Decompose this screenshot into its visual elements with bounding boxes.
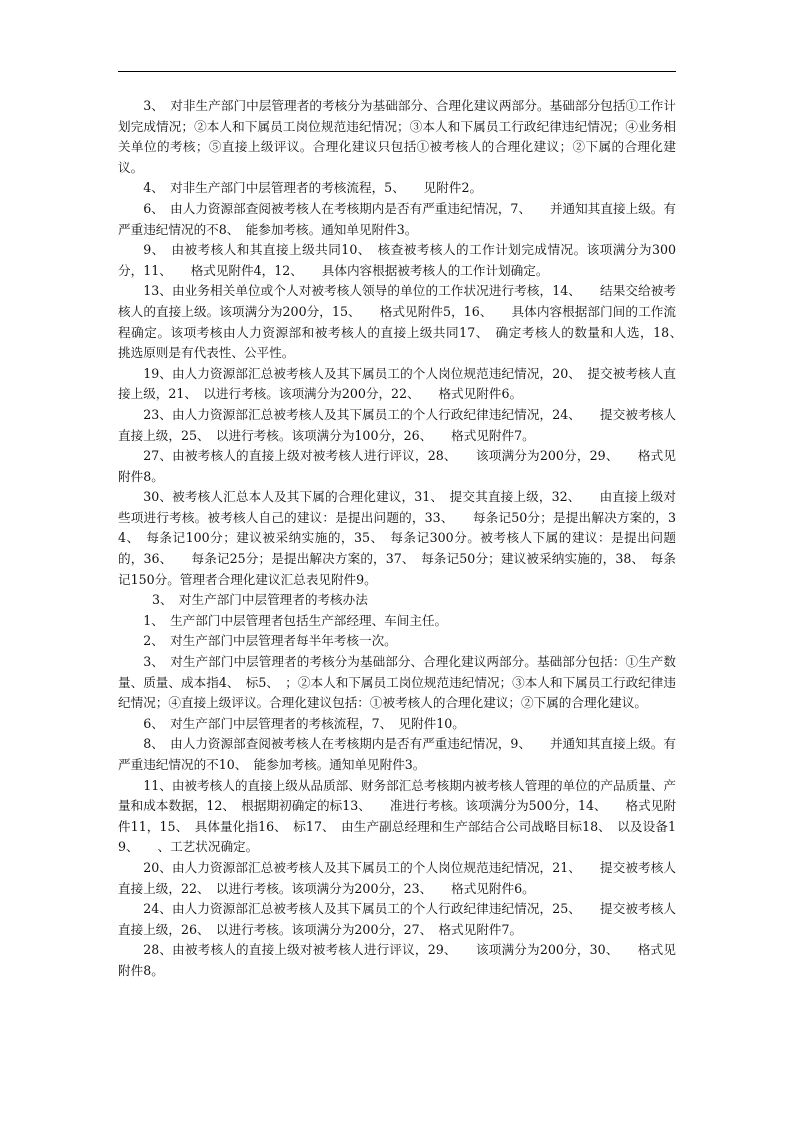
paragraph: 20、由人力资源部汇总被考核人及其下属员工的个人岗位规范违纪情况，21、 提交被考核人直接上级，22、 以进行考核。该项满分为200分，23、 格式见附件6。 bbox=[118, 859, 676, 896]
paragraph: 30、被考核人汇总本人及其下属的合理化建议，31、 提交其直接上级，32、 由直接上级对些项进行考核。被考核人自己的建议：是提出问题的，33、 每条记50分；是提出解决方案的，34、 每条记100分；建议被采纳实施的，35、 每条记300分。被考核人下属的建议：是提出问题的，36、 每条记25分；是提出解决方案的，37、 每条记50分；建议被采纳实施的，38、 每条记150分。管理者合理化建议汇总表见附件9。 bbox=[118, 489, 676, 587]
paragraph: 19、由人力资源部汇总被考核人及其下属员工的个人岗位规范违纪情况，20、 提交被考核人直接上级，21、 以进行考核。该项满分为200分，22、 格式见附件6。 bbox=[118, 365, 676, 402]
paragraph: 24、由人力资源部汇总被考核人及其下属员工的个人行政纪律违纪情况，25、 提交被考核人直接上级，26、 以进行考核。该项满分为200分，27、 格式见附件7。 bbox=[118, 901, 676, 937]
paragraph: 1、 生产部门中层管理者包括生产部经理、车间主任。 bbox=[143, 612, 448, 628]
section-heading: 3、 对生产部门中层管理者的考核办法 bbox=[152, 592, 368, 608]
paragraph: 23、由人力资源部汇总被考核人及其下属员工的个人行政纪律违纪情况，24、 提交被考核人直接上级，25、 以进行考核。该项满分为100分，26、 格式见附件7。 bbox=[118, 406, 676, 443]
paragraph: 6、 对生产部门中层管理者的考核流程，7、 见附件10。 bbox=[143, 715, 465, 731]
paragraph: 3、 对非生产部门中层管理者的考核分为基础部分、合理化建议两部分。基础部分包括①工作计划完成情况；②本人和下属员工岗位规范违纪情况；③本人和下属员工行政纪律违纪情况；④业务相关单位的考核；⑤直接上级评议。合理化建议只包括①被考核人的合理化建议；②下属的合理化建议。 bbox=[118, 98, 676, 175]
paragraph: 27、由被考核人的直接上级对被考核人进行评议，28、 该项满分为200分，29、 格式见附件8。 bbox=[118, 448, 676, 484]
header-rule bbox=[118, 71, 676, 72]
paragraph: 4、 对非生产部门中层管理者的考核流程，5、 见附件2。 bbox=[143, 180, 483, 196]
document-body bbox=[118, 96, 702, 982]
paragraph: 8、 由人力资源部查阅被考核人在考核期内是否有严重违纪情况，9、 并通知其直接上级。有严重违纪情况的不10、 能参加考核。通知单见附件3。 bbox=[118, 736, 676, 772]
paragraph: 11、由被考核人的直接上级从品质部、财务部汇总考核期内被考核人管理的单位的产品质量、产量和成本数据，12、 根据期初确定的标13、 准进行考核。该项满分为500分，14、 格式见附件11，15、 具体量化指16、 标17、 由生产副总经理和生产部结合公司战略目标18、 以及设备19、 、工艺状况确定。 bbox=[118, 777, 676, 855]
paragraph: 9、 由被考核人和其直接上级共同10、 核查被考核人的工作计划完成情况。该项满分为300分，11、 格式见附件4，12、 具体内容根据被考核人的工作计划确定。 bbox=[118, 242, 676, 278]
paragraph: 2、 对生产部门中层管理者每半年考核一次。 bbox=[143, 633, 397, 649]
paragraph: 28、由被考核人的直接上级对被考核人进行评议，29、 该项满分为200分，30、 格式见附件8。 bbox=[118, 942, 676, 978]
paragraph: 13、由业务相关单位或个人对被考核人领导的单位的工作状况进行考核，14、 结果交给被考核人的直接上级。该项满分为200分，15、 格式见附件5，16、 具体内容根据部门间的工作流程确定。该项考核由人力资源部和被考核人的直接上级共同17、 确定考核人的数量和人选，18、 挑选原则是有代表性、公平性。 bbox=[118, 283, 702, 361]
paragraph: 3、 对生产部门中层管理者的考核分为基础部分、合理化建议两部分。基础部分包括：①生产数量、质量、成本指4、 标5、 ；②本人和下属员工岗位规范违纪情况；③本人和下属员工行政纪律违纪情况；④直接上级评议。合理化建议包括：①被考核人的合理化建议；②下属的合理化建议。 bbox=[118, 654, 676, 711]
paragraph: 6、 由人力资源部查阅被考核人在考核期内是否有严重违纪情况，7、 并通知其直接上级。有严重违纪情况的不8、 能参加考核。通知单见附件3。 bbox=[118, 200, 676, 237]
